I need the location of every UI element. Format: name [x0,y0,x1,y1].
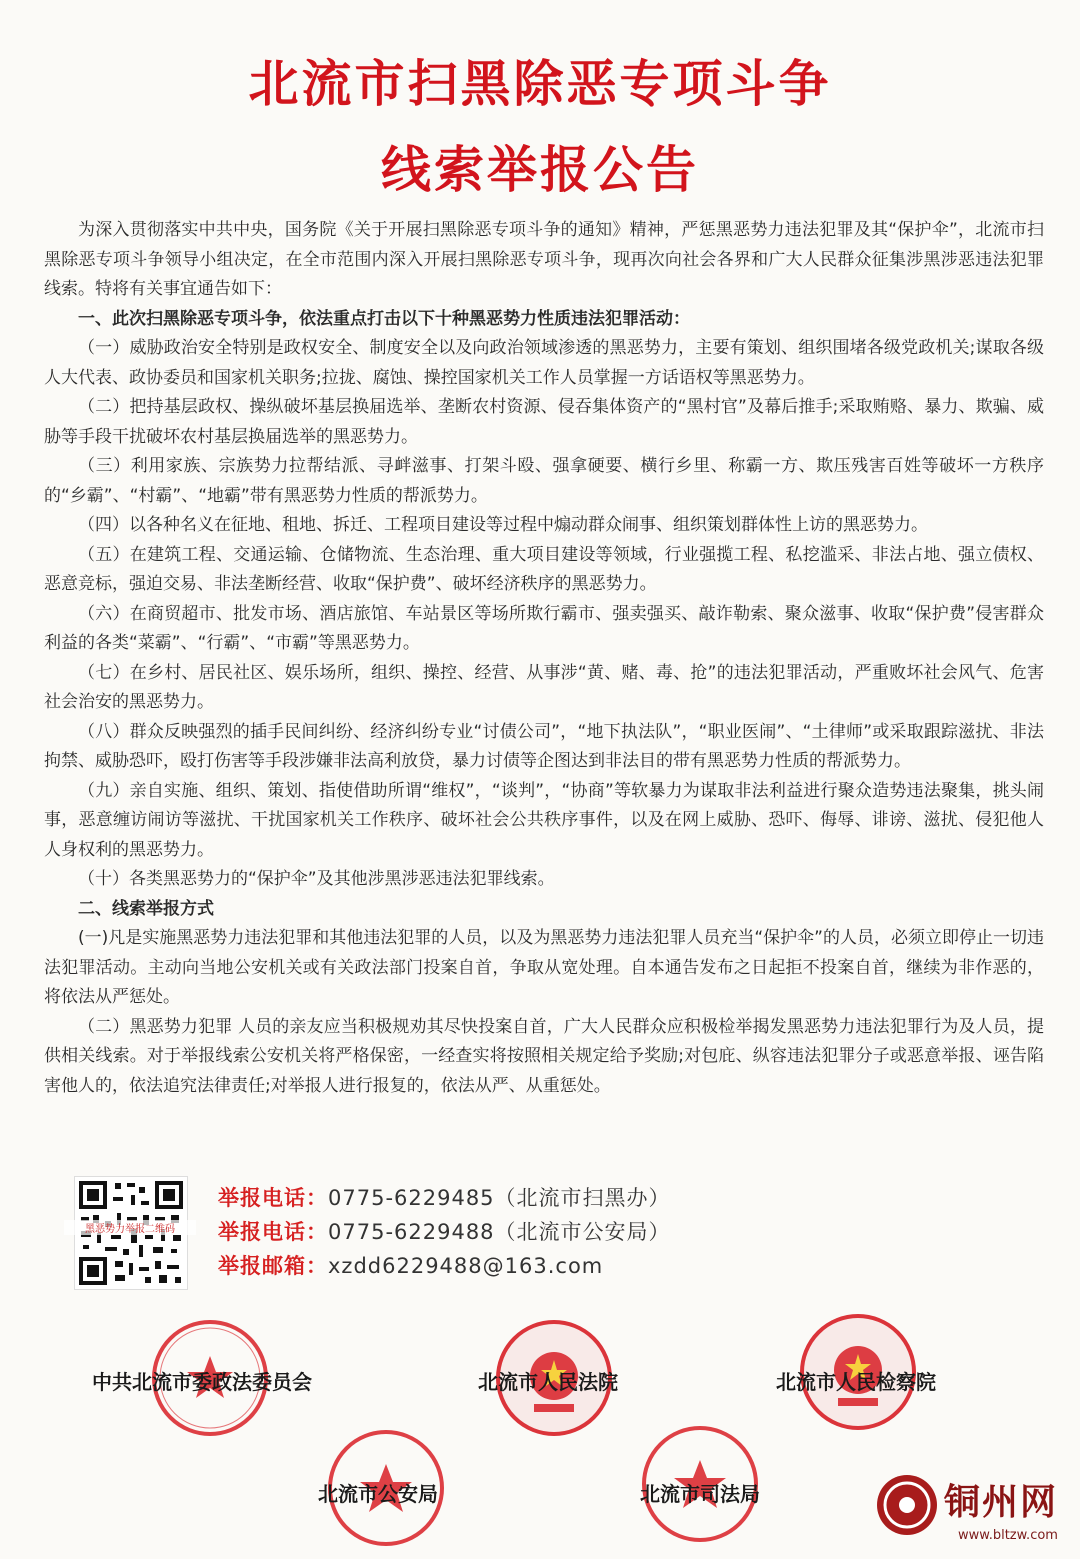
signatory-public-security: 北流市公安局 [318,1482,438,1506]
paragraph-item-7: （七）在乡村、居民社区、娱乐场所，组织、操控、经营、从事涉“黄、赌、毒、抢”的违法犯罪活动，严重败坏社会风气、危害社会治安的黑恶势力。 [44,662,1044,712]
paragraph-report-1: (一)凡是实施黑恶势力违法犯罪和其他违法犯罪的人员，以及为黑恶势力违法犯罪人员充当“保护伞”的人员，必须立即停止一切违法犯罪活动。主动向当地公安机关或有关政法部门投案自首，争取从宽处理。自本通告发布之日起拒不投案自首，继续为非作恶的，将依法从严惩处。 [44,928,1044,1007]
paragraph-item-6: （六）在商贸超市、批发市场、酒店旅馆、车站景区等场所欺行霸市、强卖强买、敲诈勒索、聚众滋事、收取“保护费”侵害群众利益的各类“菜霸”、“行霸”、“市霸”等黑恶势力。 [44,603,1044,653]
contact-phone-1 [218,1182,671,1212]
contact-email-value[interactable]: xzdd6229488@163.com [328,1254,604,1278]
paragraph-item-10: （十）各类黑恶势力的“保护伞”及其他涉黑涉恶违法犯罪线索。 [78,869,555,889]
signatory-party-committee: 中共北流市委政法委员会 [92,1370,312,1394]
contact-phone-value[interactable]: 0775-6229488（北流市公安局） [328,1220,671,1244]
section-heading-2: 二、线索举报方式 [78,898,214,919]
watermark-logo[interactable] [870,1468,1075,1553]
contact-label: 举报电话： [218,1220,328,1244]
paragraph-item-9: （九）亲自实施、组织、策划、指使借助所谓“维权”，“谈判”，“协商”等软暴力为谋取非法利益进行聚众造势违法聚集，挑头闹事，恶意缠访闹访等滋扰、干扰国家机关工作秩序、破坏社会公共秩序事件，以及在网上威胁、恐吓、侮辱、诽谤、滋扰、侵犯他人人身权利的黑恶势力。 [44,780,1044,860]
signatory-procuratorate: 北流市人民检察院 [776,1370,936,1394]
site-name: 铜州网 [944,1481,1059,1523]
section-heading-1: 一、此次扫黑除恶专项斗争，依法重点打击以下十种黑恶势力性质违法犯罪活动： [78,308,690,329]
signatory-court: 北流市人民法院 [478,1370,618,1394]
paragraph-item-8: （八）群众反映强烈的插手民间纠纷、经济纠纷专业“讨债公司”，“地下执法队”，“职业医闹”、“土律师”或采取跟踪滋扰、非法拘禁、威胁恐吓，殴打伤害等手段涉嫌非法高利放贷，暴力讨债等企图达到非法目的带有黑恶势力性质的帮派势力。 [44,721,1044,771]
page-subtitle: 线索举报公告 [381,141,699,199]
contact-label: 举报电话： [218,1186,328,1210]
paragraph-intro: 为深入贯彻落实中共中央，国务院《关于开展扫黑除恶专项斗争的通知》精神，严惩黑恶势力违法犯罪及其“保护伞”，北流市扫黑除恶专项斗争领导小组决定，在全市范围内深入开展扫黑除恶专项斗争，现再次向社会各界和广大人民群众征集涉黑涉恶违法犯罪线索。特将有关事宜通告如下： [44,220,1044,299]
site-logo-icon [874,1472,940,1538]
contact-phone-value[interactable]: 0775-6229485（北流市扫黑办） [328,1186,671,1210]
qr-caption: 黑恶势力举报二维码 [64,1220,196,1235]
paragraph-item-2: （二）把持基层政权、操纵破坏基层换届选举、垄断农村资源、侵吞集体资产的“黑村官”及幕后推手;采取贿赂、暴力、欺骗、威胁等手段干扰破坏农村基层换届选举的黑恶势力。 [44,397,1044,447]
paragraph-item-1: （一）威胁政治安全特别是政权安全、制度安全以及向政治领域渗透的黑恶势力，主要有策划、组织围堵各级党政机关;谋取各级人大代表、政协委员和国家机关职务;拉拢、腐蚀、操控国家机关工作人员掌握一方话语权等黑恶势力。 [44,338,1044,388]
paragraph-report-2: （二）黑恶势力犯罪 人员的亲友应当积极规劝其尽快投案自首，广大人民群众应积极检举揭发黑恶势力违法犯罪行为及人员，提供相关线索。对于举报线索公安机关将严格保密，一经查实将按照相关规定给予奖励;对包庇、纵容违法犯罪分子或恶意举报、诬告陷害他人的，依法追究法律责任;对举报人进行报复的，依法从严、从重惩处。 [44,1016,1044,1096]
contact-phone-2 [218,1216,671,1246]
notice-body [44,216,1044,1101]
signatory-justice-bureau: 北流市司法局 [640,1482,760,1506]
paragraph-item-3: （三）利用家族、宗族势力拉帮结派、寻衅滋事、打架斗殴、强拿硬要、横行乡里、称霸一方、欺压残害百姓等破坏一方秩序的“乡霸”、“村霸”、“地霸”带有黑恶势力性质的帮派势力。 [44,456,1044,506]
paragraph-item-4: （四）以各种名义在征地、租地、拆迁、工程项目建设等过程中煽动群众闹事、组织策划群体性上访的黑恶势力。 [78,515,928,535]
contact-label: 举报邮箱： [218,1254,328,1278]
contact-email [218,1250,603,1280]
page-title: 北流市扫黑除恶专项斗争 [248,55,832,113]
contact-block [0,1168,1080,1288]
site-url[interactable]: www.bltzw.com [958,1528,1058,1543]
paragraph-item-5: （五）在建筑工程、交通运输、仓储物流、生态治理、重大项目建设等领域，行业强揽工程、私挖滥采、非法占地、强立债权、恶意竞标，强迫交易、非法垄断经营、收取“保护费”、破坏经济秩序的黑恶势力。 [44,544,1044,594]
